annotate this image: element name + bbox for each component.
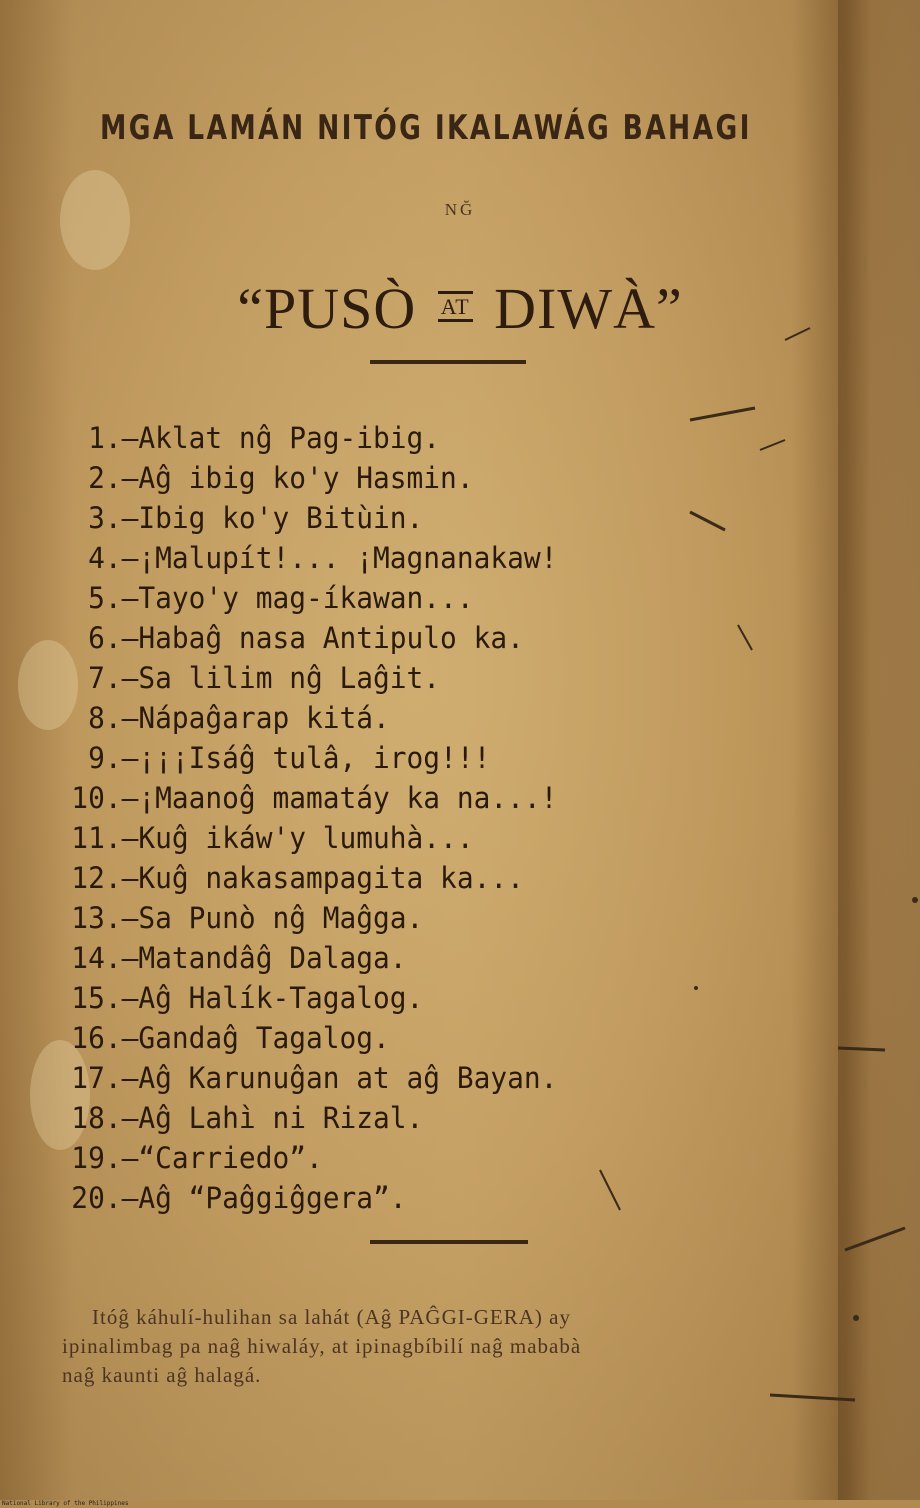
- item-title: —Kuĝ nakasampagita ka...: [121, 861, 524, 895]
- credit-line: National Library of the Philippines: [2, 1500, 129, 1507]
- connector-word: NĞ: [444, 200, 476, 219]
- item-number: 14.: [71, 941, 122, 975]
- item-number: 2.: [88, 461, 122, 495]
- item-number: 5.: [88, 581, 122, 615]
- title-left: “PUSÒ: [237, 276, 417, 341]
- item-title: —¡Maanoĝ mamatáy ka na...!: [121, 781, 558, 815]
- item-title: —Kuĝ ikáw'y lumuhà...: [121, 821, 474, 855]
- item-number: 12.: [71, 861, 122, 895]
- item-number: 8.: [88, 701, 122, 735]
- item-title: —Sa Punò nĝ Maĝga.: [121, 901, 424, 935]
- item-title: —Tayo'y mag-íkawan...: [121, 581, 474, 615]
- item-title: —Aĝ Lahì ni Rizal.: [121, 1101, 424, 1135]
- item-number: 4.: [88, 541, 122, 575]
- item-number: 13.: [71, 901, 122, 935]
- item-number: 10.: [71, 781, 122, 815]
- item-title: —Gandaĝ Tagalog.: [121, 1021, 390, 1055]
- item-title: —Aĝ “Paĝgiĝgera”.: [121, 1181, 407, 1215]
- item-number: 6.: [88, 621, 122, 655]
- page-header: MGA LAMÁN NITÓG IKALAWÁG BAHAGI: [100, 108, 752, 148]
- footnote-line-3: naĝ kaunti aĝ halagá.: [62, 1363, 262, 1387]
- title-middle: AT: [438, 291, 473, 322]
- item-number: 3.: [88, 501, 122, 535]
- item-title: —Aĝ Karunuĝan at aĝ Bayan.: [121, 1061, 558, 1095]
- item-title: —Sa lilim nĝ Laĝit.: [121, 661, 441, 695]
- item-number: 18.: [71, 1101, 122, 1135]
- item-number: 19.: [71, 1141, 122, 1175]
- item-number: 1.: [88, 421, 122, 455]
- item-number: 20.: [71, 1181, 122, 1215]
- item-title: —Aĝ ibig ko'y Hasmin.: [121, 461, 474, 495]
- title-right: DIWÀ”: [494, 276, 683, 341]
- item-title: —¡Malupít!... ¡Magnanakaw!: [121, 541, 558, 575]
- item-number: 11.: [71, 821, 122, 855]
- footnote-line-1: Itóĝ káhulí-hulihan sa lahát (Aĝ PAĜGI-GERA) ay: [92, 1305, 571, 1329]
- item-title: —Aklat nĝ Pag-ibig.: [121, 421, 441, 455]
- item-number: 17.: [71, 1061, 122, 1095]
- item-title: —Matandâĝ Dalaga.: [121, 941, 407, 975]
- item-number: 15.: [71, 981, 122, 1015]
- item-title: —Ibig ko'y Bitùin.: [121, 501, 424, 535]
- item-number: 9.: [88, 741, 122, 775]
- footnote-line-2: ipinalimbag pa naĝ hiwaláy, at ipinagbíbilí naĝ mababà: [62, 1334, 582, 1358]
- item-title: —Habaĝ nasa Antipulo ka.: [121, 621, 524, 655]
- item-number: 16.: [71, 1021, 122, 1055]
- item-title: —Aĝ Halík-Tagalog.: [121, 981, 424, 1015]
- item-title: —Nápaĝarap kitá.: [121, 701, 390, 735]
- item-title: —“Carriedo”.: [121, 1141, 323, 1175]
- item-title: —¡¡¡Isáĝ tulâ, irog!!!: [121, 741, 491, 775]
- item-number: 7.: [88, 661, 122, 695]
